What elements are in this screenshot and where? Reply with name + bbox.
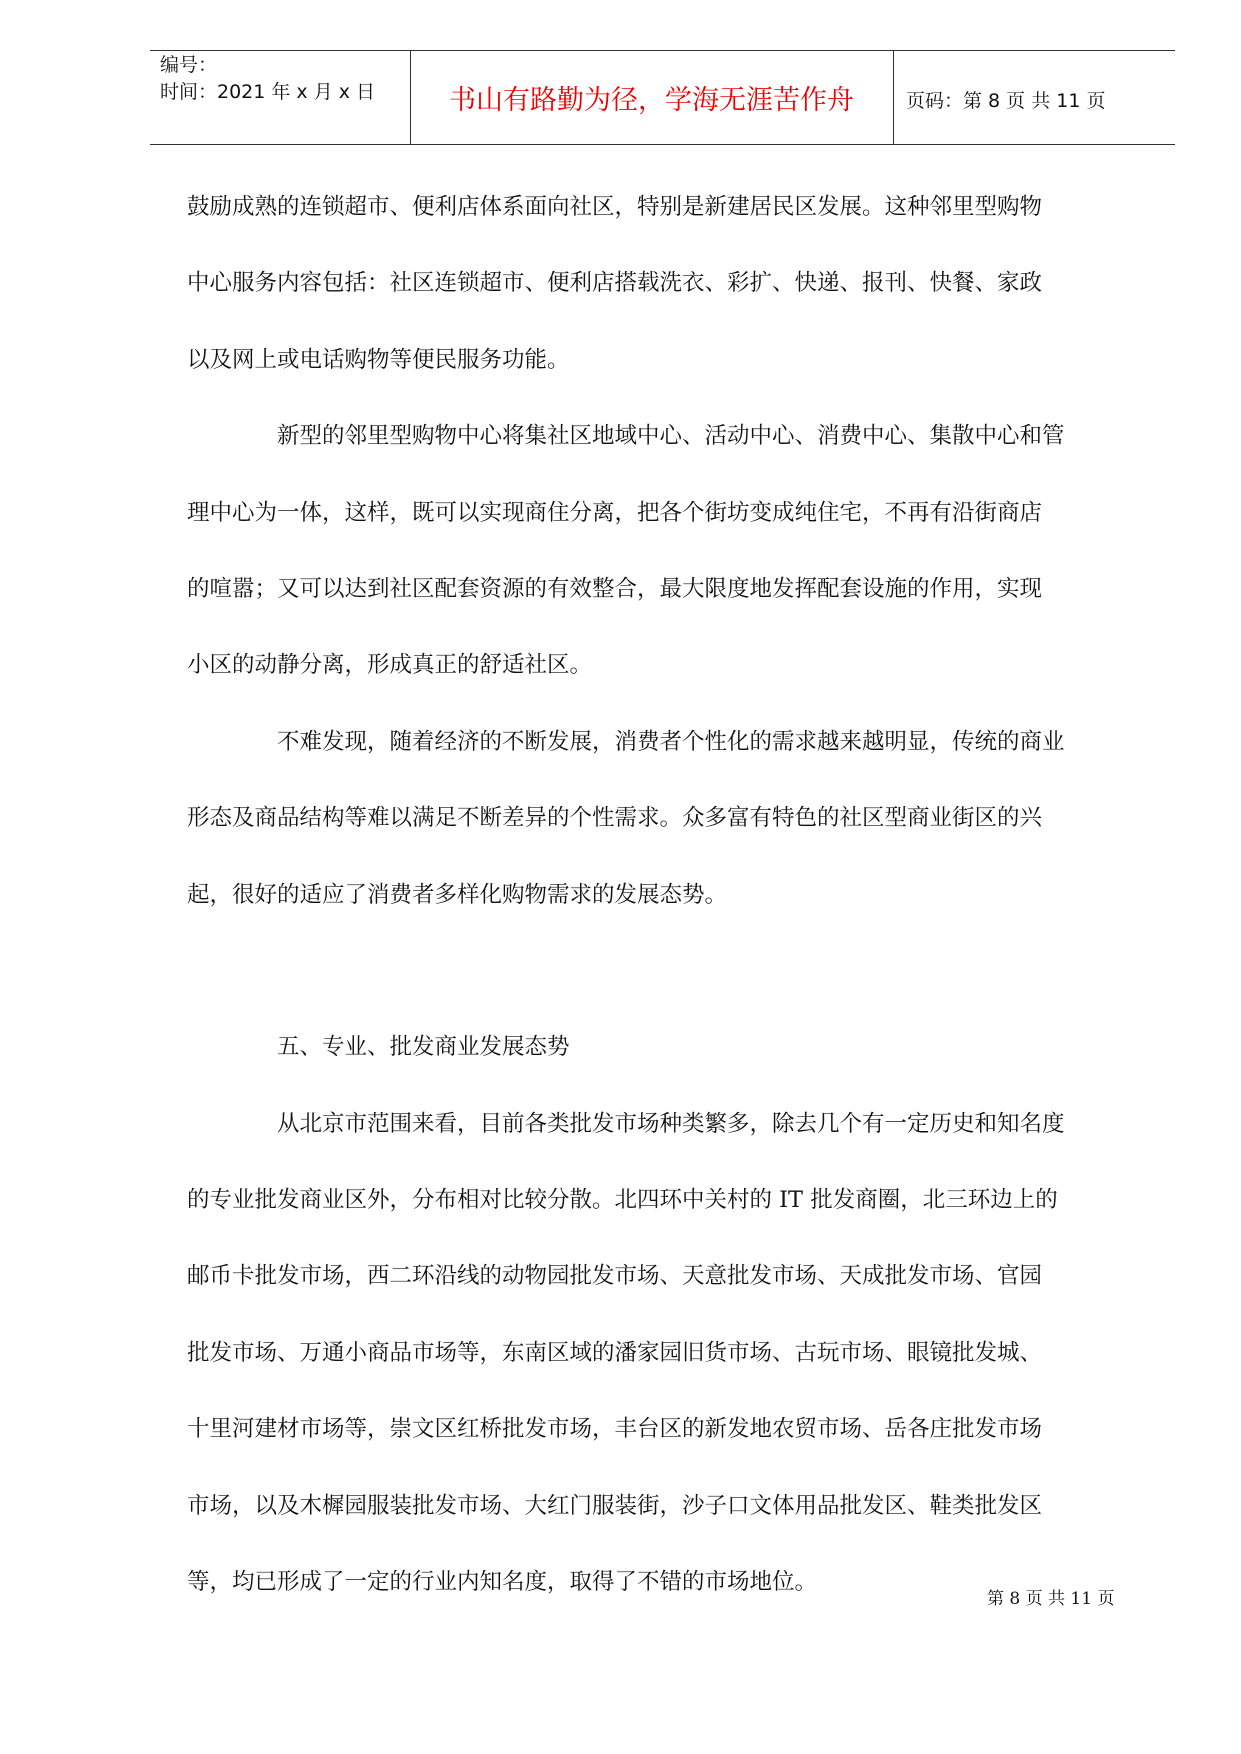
body-line: 起，很好的适应了消费者多样化购物需求的发展态势。 <box>187 881 728 908</box>
body-line: 从北京市范围来看，目前各类批发市场种类繁多，除去几个有一定历史和知名度 <box>277 1110 1065 1137</box>
body-line: 不难发现，随着经济的不断发展，消费者个性化的需求越来越明显，传统的商业 <box>277 728 1065 755</box>
document-body <box>187 188 1137 1639</box>
header-time-label: 时间：2021 年 x 月 x 日 <box>160 81 376 103</box>
body-line: 鼓励成熟的连锁超市、便利店体系面向社区，特别是新建居民区发展。这种邻里型购物 <box>187 194 1043 220</box>
header-top-rule <box>150 50 1175 51</box>
header-bottom-rule <box>150 144 1175 145</box>
body-line: 邮币卡批发市场，西二环沿线的动物园批发市场、天意批发市场、天成批发市场、官园 <box>187 1263 1043 1290</box>
body-line: 小区的动静分离，形成真正的舒适社区。 <box>187 652 593 679</box>
header-motto: 书山有路勤为径，学海无涯苦作舟 <box>449 85 854 116</box>
footer-page-number: 第 8 页 共 11 页 <box>987 1589 1115 1609</box>
paragraph-gap <box>187 952 1137 1028</box>
body-line: 形态及商品结构等难以满足不断差异的个性需求。众多富有特色的社区型商业街区的兴 <box>187 805 1043 832</box>
body-line: 的专业批发商业区外，分布相对比较分散。北四环中关村的 IT 批发商圈，北三环边上的 <box>187 1187 1058 1214</box>
body-line: 的喧嚣；又可以达到社区配套资源的有效整合，最大限度地发挥配套设施的作用，实现 <box>187 575 1043 602</box>
body-line: 等，均已形成了一定的行业内知名度，取得了不错的市场地位。 <box>187 1569 818 1596</box>
body-line: 批发市场、万通小商品市场等，东南区域的潘家园旧货市场、古玩市场、眼镜批发城、 <box>187 1339 1043 1366</box>
body-line: 市场，以及木樨园服装批发市场、大红门服装街，沙子口文体用品批发区、鞋类批发区 <box>187 1492 1043 1519</box>
header-divider <box>893 50 894 144</box>
body-line: 中心服务内容包括：社区连锁超市、便利店搭载洗衣、彩扩、快递、报刊、快餐、家政 <box>187 270 1043 297</box>
body-line: 理中心为一体，这样，既可以实现商住分离，把各个街坊变成纯住宅，不再有沿街商店 <box>187 499 1043 526</box>
header-page-info: 页码：第 8 页 共 11 页 <box>906 90 1106 112</box>
body-line: 十里河建材市场等，崇文区红桥批发市场，丰台区的新发地农贸市场、岳各庄批发市场 <box>187 1416 1043 1443</box>
header-number-label: 编号： <box>160 54 218 76</box>
body-line: 以及网上或电话购物等便民服务功能。 <box>187 346 570 373</box>
section-heading: 五、专业、批发商业发展态势 <box>277 1034 570 1061</box>
header-meta <box>160 52 375 106</box>
body-line: 新型的邻里型购物中心将集社区地域中心、活动中心、消费中心、集散中心和管 <box>277 423 1065 450</box>
